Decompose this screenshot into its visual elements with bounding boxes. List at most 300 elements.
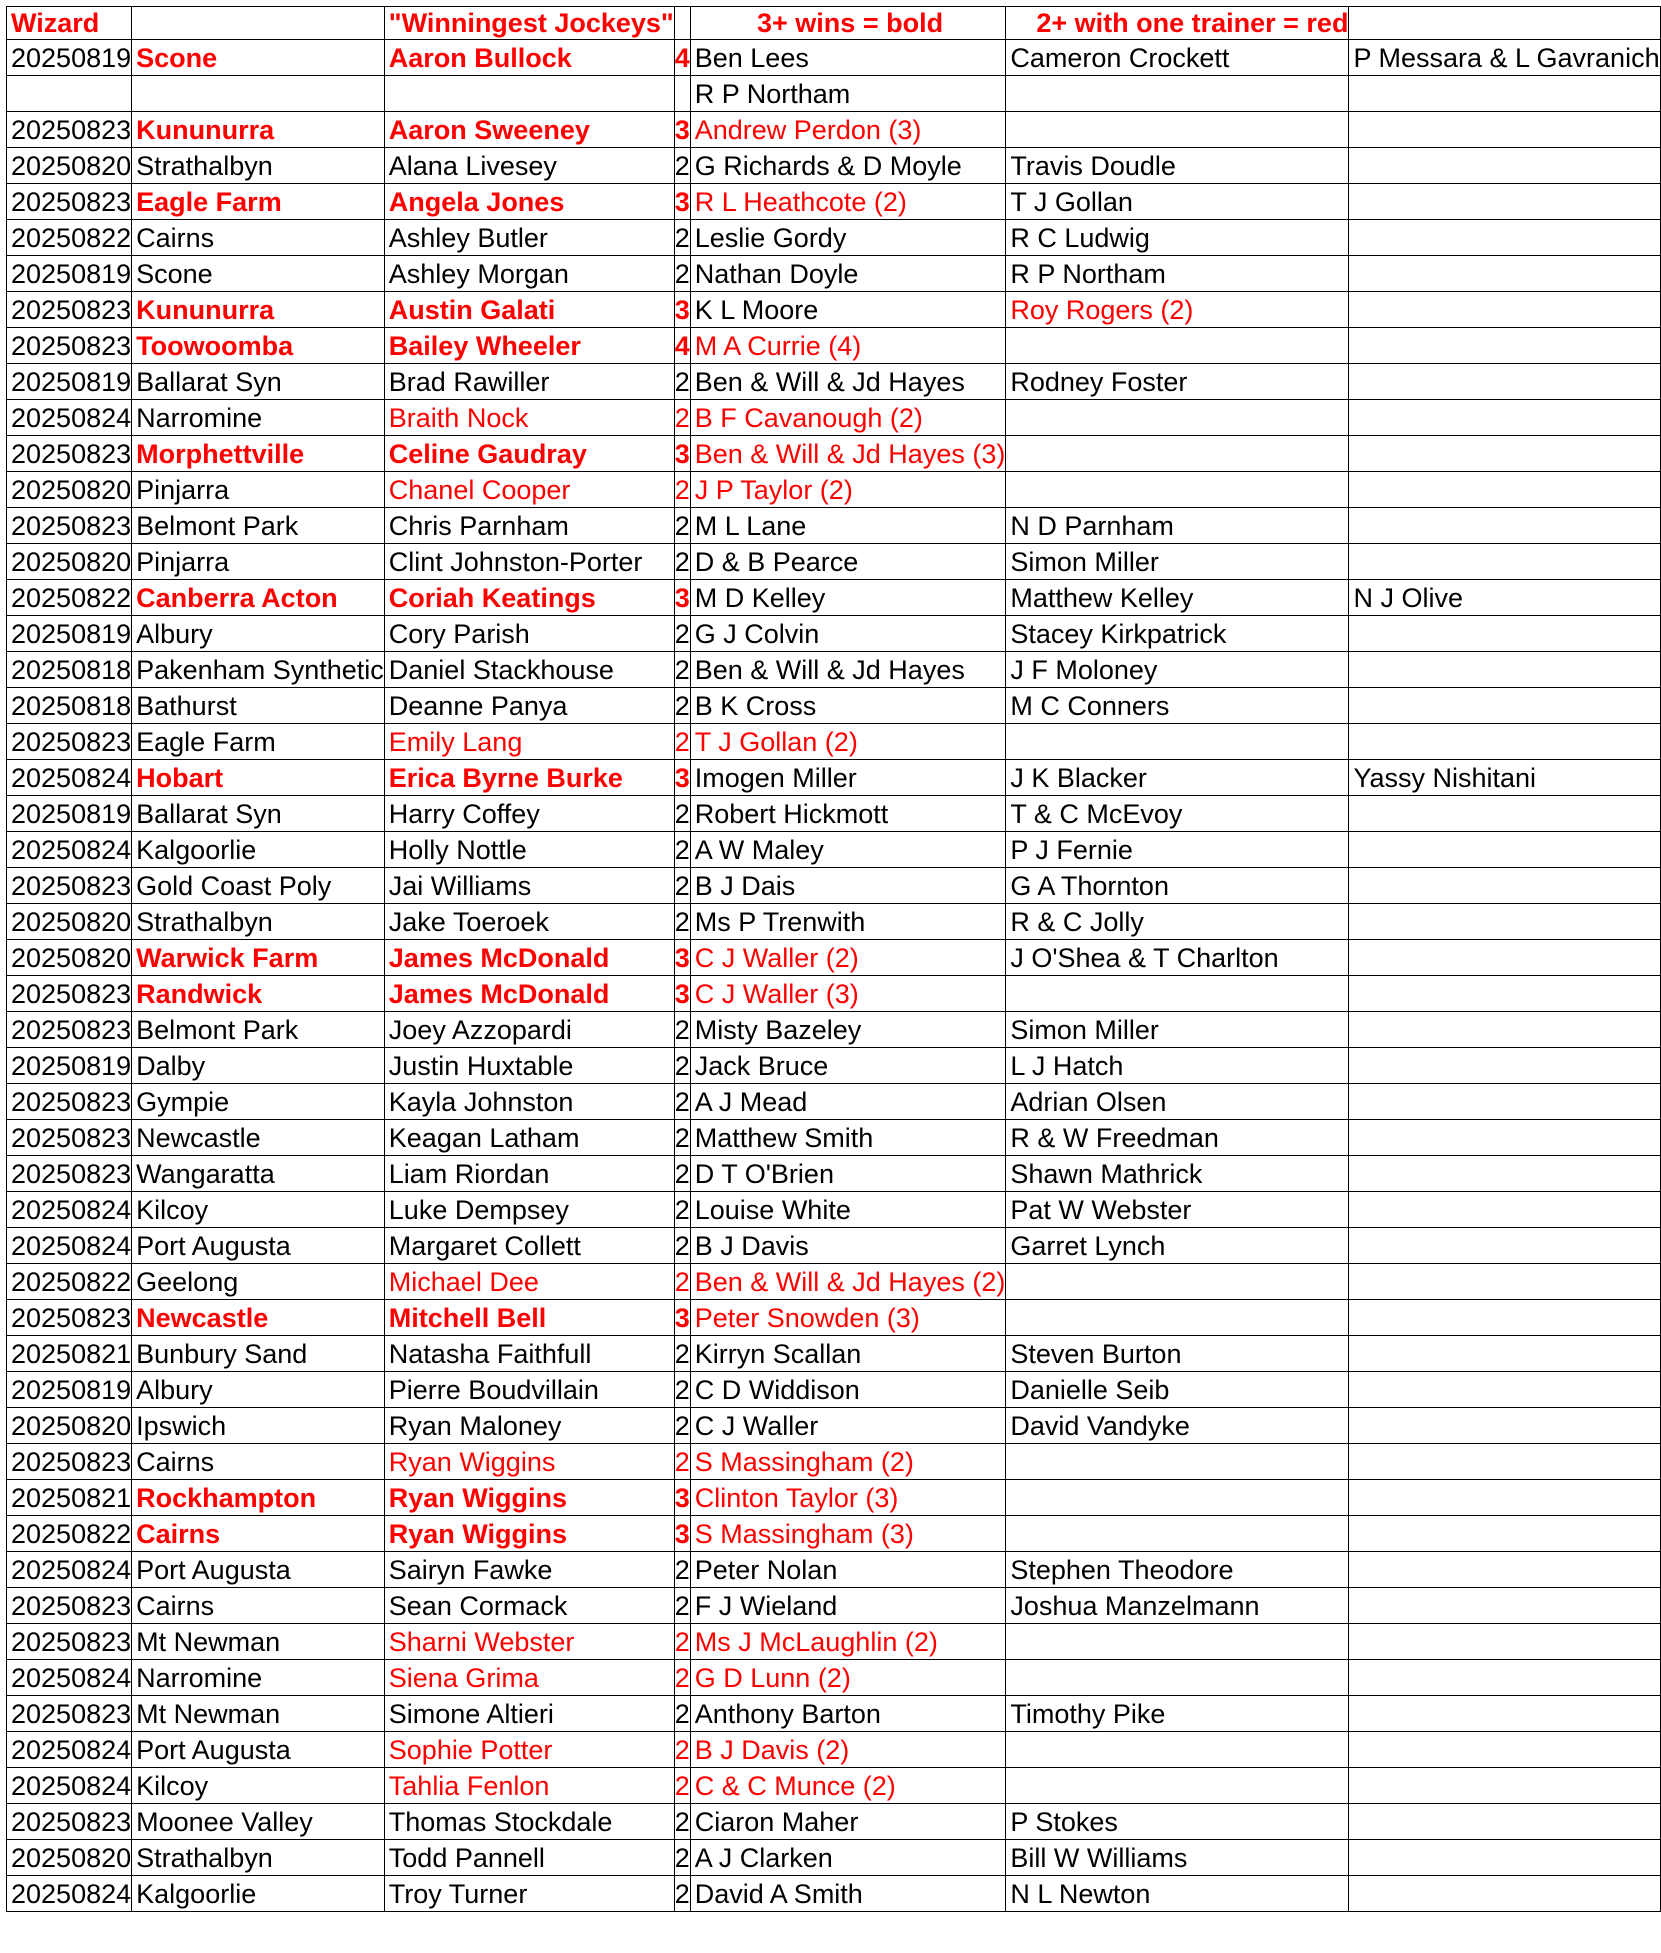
- cell-trainer-1[interactable]: Kirryn Scallan: [690, 1336, 1006, 1372]
- cell-track[interactable]: Strathalbyn: [132, 148, 385, 184]
- cell-date[interactable]: 20250824: [7, 400, 132, 436]
- cell-jockey[interactable]: Michael Dee: [384, 1264, 674, 1300]
- cell-wins[interactable]: 3: [674, 1516, 690, 1552]
- cell-jockey[interactable]: Cory Parish: [384, 616, 674, 652]
- cell-date[interactable]: 20250822: [7, 220, 132, 256]
- cell-trainer-2[interactable]: [1006, 976, 1349, 1012]
- cell-trainer-2[interactable]: Pat W Webster: [1006, 1192, 1349, 1228]
- cell-trainer-3[interactable]: [1349, 400, 1660, 436]
- cell-jockey[interactable]: Joey Azzopardi: [384, 1012, 674, 1048]
- cell-trainer-3[interactable]: N J Olive: [1349, 580, 1660, 616]
- cell-trainer-1[interactable]: Matthew Smith: [690, 1120, 1006, 1156]
- cell-track[interactable]: Wangaratta: [132, 1156, 385, 1192]
- cell-wins[interactable]: 3: [674, 184, 690, 220]
- cell-wins[interactable]: 2: [674, 1156, 690, 1192]
- cell-wins[interactable]: 4: [674, 40, 690, 76]
- cell-trainer-1[interactable]: A J Mead: [690, 1084, 1006, 1120]
- cell-date[interactable]: 20250819: [7, 364, 132, 400]
- cell-date[interactable]: 20250823: [7, 1696, 132, 1732]
- cell-trainer-1[interactable]: C J Waller: [690, 1408, 1006, 1444]
- cell-trainer-2[interactable]: N L Newton: [1006, 1876, 1349, 1912]
- cell-trainer-3[interactable]: [1349, 1228, 1660, 1264]
- cell-jockey[interactable]: Chris Parnham: [384, 508, 674, 544]
- cell-trainer-1[interactable]: B K Cross: [690, 688, 1006, 724]
- cell-trainer-1[interactable]: Anthony Barton: [690, 1696, 1006, 1732]
- cell-track[interactable]: Ballarat Syn: [132, 364, 385, 400]
- cell-jockey[interactable]: Chanel Cooper: [384, 472, 674, 508]
- cell-trainer-3[interactable]: [1349, 1804, 1660, 1840]
- cell-jockey[interactable]: Jai Williams: [384, 868, 674, 904]
- cell-track[interactable]: Warwick Farm: [132, 940, 385, 976]
- cell-trainer-2[interactable]: Roy Rogers (2): [1006, 292, 1349, 328]
- cell-trainer-2[interactable]: David Vandyke: [1006, 1408, 1349, 1444]
- cell-date[interactable]: 20250822: [7, 1516, 132, 1552]
- header-extra[interactable]: [1349, 7, 1660, 40]
- cell-trainer-2[interactable]: J K Blacker: [1006, 760, 1349, 796]
- cell-trainer-3[interactable]: [1349, 1732, 1660, 1768]
- cell-date[interactable]: 20250823: [7, 328, 132, 364]
- cell-wins[interactable]: 2: [674, 1624, 690, 1660]
- cell-date[interactable]: 20250818: [7, 688, 132, 724]
- cell-jockey[interactable]: Kayla Johnston: [384, 1084, 674, 1120]
- cell-wins[interactable]: 2: [674, 1120, 690, 1156]
- cell-track[interactable]: Port Augusta: [132, 1732, 385, 1768]
- cell-trainer-3[interactable]: [1349, 328, 1660, 364]
- cell-trainer-2[interactable]: Simon Miller: [1006, 544, 1349, 580]
- cell-wins[interactable]: 2: [674, 1732, 690, 1768]
- cell-wins[interactable]: 2: [674, 1192, 690, 1228]
- cell-wins[interactable]: 2: [674, 1264, 690, 1300]
- cell-trainer-1[interactable]: Louise White: [690, 1192, 1006, 1228]
- cell-track[interactable]: Ipswich: [132, 1408, 385, 1444]
- cell-trainer-1[interactable]: Ciaron Maher: [690, 1804, 1006, 1840]
- cell-trainer-3[interactable]: [1349, 1120, 1660, 1156]
- cell-date[interactable]: 20250824: [7, 1732, 132, 1768]
- cell-trainer-2[interactable]: Stacey Kirkpatrick: [1006, 616, 1349, 652]
- cell-jockey[interactable]: Ryan Wiggins: [384, 1516, 674, 1552]
- cell-trainer-1[interactable]: Peter Snowden (3): [690, 1300, 1006, 1336]
- cell-track[interactable]: Kilcoy: [132, 1768, 385, 1804]
- cell-wins[interactable]: 2: [674, 1696, 690, 1732]
- cell-jockey[interactable]: James McDonald: [384, 976, 674, 1012]
- cell-trainer-1[interactable]: B F Cavanough (2): [690, 400, 1006, 436]
- cell-trainer-3[interactable]: [1349, 1408, 1660, 1444]
- cell-trainer-1[interactable]: Misty Bazeley: [690, 1012, 1006, 1048]
- cell-date[interactable]: 20250820: [7, 940, 132, 976]
- cell-track[interactable]: Pinjarra: [132, 544, 385, 580]
- cell-trainer-3[interactable]: [1349, 1372, 1660, 1408]
- cell-trainer-2[interactable]: G A Thornton: [1006, 868, 1349, 904]
- cell-trainer-3[interactable]: [1349, 1156, 1660, 1192]
- cell-trainer-2[interactable]: [1006, 112, 1349, 148]
- cell-track[interactable]: Ballarat Syn: [132, 796, 385, 832]
- cell-trainer-2[interactable]: [1006, 1732, 1349, 1768]
- cell-track[interactable]: Cairns: [132, 1588, 385, 1624]
- cell-trainer-2[interactable]: Joshua Manzelmann: [1006, 1588, 1349, 1624]
- cell-wins[interactable]: 2: [674, 1840, 690, 1876]
- cell-wins[interactable]: 2: [674, 1588, 690, 1624]
- cell-date[interactable]: 20250820: [7, 544, 132, 580]
- cell-jockey[interactable]: Harry Coffey: [384, 796, 674, 832]
- cell-date[interactable]: [7, 76, 132, 112]
- cell-trainer-3[interactable]: [1349, 616, 1660, 652]
- cell-date[interactable]: 20250821: [7, 1480, 132, 1516]
- cell-trainer-3[interactable]: [1349, 1300, 1660, 1336]
- cell-track[interactable]: Pinjarra: [132, 472, 385, 508]
- cell-date[interactable]: 20250824: [7, 832, 132, 868]
- cell-trainer-1[interactable]: D T O'Brien: [690, 1156, 1006, 1192]
- cell-trainer-3[interactable]: [1349, 292, 1660, 328]
- cell-date[interactable]: 20250824: [7, 760, 132, 796]
- header-wins[interactable]: [674, 7, 690, 40]
- cell-date[interactable]: 20250824: [7, 1876, 132, 1912]
- cell-wins[interactable]: 2: [674, 1012, 690, 1048]
- cell-track[interactable]: Bathurst: [132, 688, 385, 724]
- cell-date[interactable]: 20250823: [7, 868, 132, 904]
- cell-wins[interactable]: 2: [674, 1048, 690, 1084]
- cell-trainer-2[interactable]: [1006, 436, 1349, 472]
- cell-trainer-3[interactable]: [1349, 1012, 1660, 1048]
- cell-wins[interactable]: 3: [674, 436, 690, 472]
- cell-jockey[interactable]: Todd Pannell: [384, 1840, 674, 1876]
- cell-wins[interactable]: 3: [674, 1300, 690, 1336]
- cell-track[interactable]: Gympie: [132, 1084, 385, 1120]
- cell-wins[interactable]: 2: [674, 1768, 690, 1804]
- cell-wins[interactable]: 4: [674, 328, 690, 364]
- cell-trainer-3[interactable]: [1349, 544, 1660, 580]
- cell-track[interactable]: Scone: [132, 40, 385, 76]
- cell-trainer-2[interactable]: T & C McEvoy: [1006, 796, 1349, 832]
- cell-trainer-2[interactable]: [1006, 400, 1349, 436]
- cell-trainer-1[interactable]: B J Davis: [690, 1228, 1006, 1264]
- cell-trainer-3[interactable]: [1349, 1480, 1660, 1516]
- cell-track[interactable]: Kalgoorlie: [132, 832, 385, 868]
- cell-trainer-1[interactable]: C J Waller (2): [690, 940, 1006, 976]
- cell-date[interactable]: 20250823: [7, 436, 132, 472]
- cell-trainer-1[interactable]: G D Lunn (2): [690, 1660, 1006, 1696]
- cell-trainer-3[interactable]: [1349, 184, 1660, 220]
- cell-jockey[interactable]: Holly Nottle: [384, 832, 674, 868]
- cell-date[interactable]: 20250822: [7, 580, 132, 616]
- cell-trainer-1[interactable]: G J Colvin: [690, 616, 1006, 652]
- cell-date[interactable]: 20250820: [7, 1408, 132, 1444]
- cell-trainer-1[interactable]: Peter Nolan: [690, 1552, 1006, 1588]
- cell-trainer-3[interactable]: [1349, 76, 1660, 112]
- cell-track[interactable]: Eagle Farm: [132, 184, 385, 220]
- cell-date[interactable]: 20250823: [7, 1624, 132, 1660]
- cell-trainer-1[interactable]: Ben Lees: [690, 40, 1006, 76]
- cell-trainer-2[interactable]: R C Ludwig: [1006, 220, 1349, 256]
- cell-trainer-2[interactable]: Travis Doudle: [1006, 148, 1349, 184]
- cell-trainer-3[interactable]: [1349, 1336, 1660, 1372]
- cell-track[interactable]: Kilcoy: [132, 1192, 385, 1228]
- cell-wins[interactable]: 2: [674, 832, 690, 868]
- cell-track[interactable]: Albury: [132, 1372, 385, 1408]
- cell-jockey[interactable]: Angela Jones: [384, 184, 674, 220]
- cell-trainer-1[interactable]: T J Gollan (2): [690, 724, 1006, 760]
- cell-trainer-2[interactable]: P J Fernie: [1006, 832, 1349, 868]
- cell-trainer-1[interactable]: David A Smith: [690, 1876, 1006, 1912]
- cell-date[interactable]: 20250819: [7, 1372, 132, 1408]
- cell-wins[interactable]: 2: [674, 472, 690, 508]
- cell-wins[interactable]: 2: [674, 616, 690, 652]
- cell-trainer-1[interactable]: D & B Pearce: [690, 544, 1006, 580]
- cell-track[interactable]: Cairns: [132, 220, 385, 256]
- cell-wins[interactable]: 2: [674, 1372, 690, 1408]
- cell-track[interactable]: Narromine: [132, 1660, 385, 1696]
- cell-trainer-1[interactable]: G Richards & D Moyle: [690, 148, 1006, 184]
- cell-wins[interactable]: 3: [674, 1480, 690, 1516]
- cell-jockey[interactable]: Sophie Potter: [384, 1732, 674, 1768]
- cell-track[interactable]: Hobart: [132, 760, 385, 796]
- cell-trainer-3[interactable]: [1349, 1084, 1660, 1120]
- cell-track[interactable]: Port Augusta: [132, 1228, 385, 1264]
- cell-trainer-2[interactable]: J O'Shea & T Charlton: [1006, 940, 1349, 976]
- cell-trainer-2[interactable]: [1006, 1516, 1349, 1552]
- cell-trainer-1[interactable]: Clinton Taylor (3): [690, 1480, 1006, 1516]
- cell-trainer-3[interactable]: [1349, 724, 1660, 760]
- cell-trainer-3[interactable]: [1349, 976, 1660, 1012]
- cell-trainer-1[interactable]: Nathan Doyle: [690, 256, 1006, 292]
- cell-jockey[interactable]: Margaret Collett: [384, 1228, 674, 1264]
- cell-date[interactable]: 20250824: [7, 1192, 132, 1228]
- cell-date[interactable]: 20250823: [7, 1444, 132, 1480]
- cell-jockey[interactable]: Celine Gaudray: [384, 436, 674, 472]
- cell-jockey[interactable]: Deanne Panya: [384, 688, 674, 724]
- cell-trainer-2[interactable]: Danielle Seib: [1006, 1372, 1349, 1408]
- cell-trainer-3[interactable]: [1349, 1588, 1660, 1624]
- cell-jockey[interactable]: [384, 76, 674, 112]
- cell-date[interactable]: 20250823: [7, 1012, 132, 1048]
- cell-track[interactable]: Kununurra: [132, 112, 385, 148]
- cell-track[interactable]: Narromine: [132, 400, 385, 436]
- cell-jockey[interactable]: Natasha Faithfull: [384, 1336, 674, 1372]
- cell-jockey[interactable]: Aaron Sweeney: [384, 112, 674, 148]
- cell-wins[interactable]: 2: [674, 1804, 690, 1840]
- cell-trainer-3[interactable]: [1349, 1192, 1660, 1228]
- cell-wins[interactable]: 3: [674, 976, 690, 1012]
- cell-trainer-3[interactable]: [1349, 148, 1660, 184]
- cell-date[interactable]: 20250824: [7, 1768, 132, 1804]
- cell-trainer-3[interactable]: [1349, 940, 1660, 976]
- cell-track[interactable]: Rockhampton: [132, 1480, 385, 1516]
- cell-trainer-3[interactable]: [1349, 1516, 1660, 1552]
- cell-date[interactable]: 20250823: [7, 1156, 132, 1192]
- cell-wins[interactable]: 3: [674, 112, 690, 148]
- cell-date[interactable]: 20250823: [7, 184, 132, 220]
- cell-trainer-2[interactable]: R & W Freedman: [1006, 1120, 1349, 1156]
- cell-trainer-1[interactable]: Ms P Trenwith: [690, 904, 1006, 940]
- cell-date[interactable]: 20250822: [7, 1264, 132, 1300]
- cell-date[interactable]: 20250819: [7, 40, 132, 76]
- cell-jockey[interactable]: Emily Lang: [384, 724, 674, 760]
- cell-wins[interactable]: 2: [674, 220, 690, 256]
- cell-jockey[interactable]: Ryan Wiggins: [384, 1480, 674, 1516]
- cell-track[interactable]: Bunbury Sand: [132, 1336, 385, 1372]
- cell-date[interactable]: 20250823: [7, 724, 132, 760]
- cell-trainer-2[interactable]: Bill W Williams: [1006, 1840, 1349, 1876]
- cell-trainer-2[interactable]: Shawn Mathrick: [1006, 1156, 1349, 1192]
- cell-trainer-3[interactable]: [1349, 1768, 1660, 1804]
- cell-wins[interactable]: 2: [674, 904, 690, 940]
- header-wizard[interactable]: Wizard: [7, 7, 132, 40]
- cell-jockey[interactable]: Clint Johnston-Porter: [384, 544, 674, 580]
- cell-wins[interactable]: 2: [674, 1336, 690, 1372]
- cell-wins[interactable]: 2: [674, 1444, 690, 1480]
- cell-trainer-1[interactable]: M D Kelley: [690, 580, 1006, 616]
- cell-trainer-1[interactable]: Ben & Will & Jd Hayes (3): [690, 436, 1006, 472]
- cell-trainer-2[interactable]: Rodney Foster: [1006, 364, 1349, 400]
- cell-trainer-2[interactable]: Garret Lynch: [1006, 1228, 1349, 1264]
- cell-trainer-2[interactable]: L J Hatch: [1006, 1048, 1349, 1084]
- cell-wins[interactable]: 2: [674, 1876, 690, 1912]
- cell-track[interactable]: Albury: [132, 616, 385, 652]
- cell-trainer-1[interactable]: B J Davis (2): [690, 1732, 1006, 1768]
- cell-date[interactable]: 20250823: [7, 292, 132, 328]
- cell-date[interactable]: 20250820: [7, 148, 132, 184]
- cell-wins[interactable]: 3: [674, 760, 690, 796]
- cell-date[interactable]: 20250818: [7, 652, 132, 688]
- cell-track[interactable]: Morphettville: [132, 436, 385, 472]
- cell-wins[interactable]: [674, 76, 690, 112]
- cell-track[interactable]: Mt Newman: [132, 1624, 385, 1660]
- cell-wins[interactable]: 2: [674, 1552, 690, 1588]
- cell-trainer-2[interactable]: Simon Miller: [1006, 1012, 1349, 1048]
- cell-wins[interactable]: 2: [674, 544, 690, 580]
- cell-track[interactable]: Kalgoorlie: [132, 1876, 385, 1912]
- cell-trainer-1[interactable]: S Massingham (3): [690, 1516, 1006, 1552]
- cell-trainer-1[interactable]: F J Wieland: [690, 1588, 1006, 1624]
- cell-date[interactable]: 20250820: [7, 1840, 132, 1876]
- cell-track[interactable]: Scone: [132, 256, 385, 292]
- cell-date[interactable]: 20250820: [7, 904, 132, 940]
- cell-trainer-2[interactable]: [1006, 328, 1349, 364]
- cell-trainer-3[interactable]: [1349, 220, 1660, 256]
- cell-wins[interactable]: 3: [674, 580, 690, 616]
- cell-trainer-2[interactable]: M C Conners: [1006, 688, 1349, 724]
- header-title[interactable]: "Winningest Jockeys": [384, 7, 674, 40]
- cell-jockey[interactable]: Sharni Webster: [384, 1624, 674, 1660]
- cell-trainer-2[interactable]: [1006, 1660, 1349, 1696]
- cell-track[interactable]: Eagle Farm: [132, 724, 385, 760]
- cell-trainer-3[interactable]: [1349, 1552, 1660, 1588]
- cell-trainer-1[interactable]: Ms J McLaughlin (2): [690, 1624, 1006, 1660]
- cell-trainer-1[interactable]: Ben & Will & Jd Hayes: [690, 364, 1006, 400]
- cell-jockey[interactable]: Justin Huxtable: [384, 1048, 674, 1084]
- cell-jockey[interactable]: Sairyn Fawke: [384, 1552, 674, 1588]
- cell-wins[interactable]: 3: [674, 940, 690, 976]
- cell-trainer-2[interactable]: [1006, 724, 1349, 760]
- cell-trainer-2[interactable]: [1006, 1300, 1349, 1336]
- cell-date[interactable]: 20250823: [7, 1300, 132, 1336]
- cell-trainer-2[interactable]: R P Northam: [1006, 256, 1349, 292]
- cell-date[interactable]: 20250824: [7, 1552, 132, 1588]
- cell-jockey[interactable]: Luke Dempsey: [384, 1192, 674, 1228]
- header-bold-note[interactable]: 3+ wins = bold: [690, 7, 1006, 40]
- cell-jockey[interactable]: Braith Nock: [384, 400, 674, 436]
- cell-trainer-1[interactable]: J P Taylor (2): [690, 472, 1006, 508]
- cell-track[interactable]: Pakenham Synthetic: [132, 652, 385, 688]
- cell-trainer-2[interactable]: [1006, 1480, 1349, 1516]
- cell-wins[interactable]: 2: [674, 1408, 690, 1444]
- cell-date[interactable]: 20250819: [7, 1048, 132, 1084]
- cell-wins[interactable]: 2: [674, 1228, 690, 1264]
- cell-wins[interactable]: 2: [674, 724, 690, 760]
- cell-trainer-1[interactable]: A J Clarken: [690, 1840, 1006, 1876]
- cell-track[interactable]: Moonee Valley: [132, 1804, 385, 1840]
- cell-trainer-3[interactable]: P Messara & L Gavranich: [1349, 40, 1660, 76]
- cell-trainer-3[interactable]: [1349, 868, 1660, 904]
- header-track[interactable]: [132, 7, 385, 40]
- cell-jockey[interactable]: Simone Altieri: [384, 1696, 674, 1732]
- cell-trainer-1[interactable]: C & C Munce (2): [690, 1768, 1006, 1804]
- cell-trainer-2[interactable]: J F Moloney: [1006, 652, 1349, 688]
- cell-trainer-1[interactable]: M L Lane: [690, 508, 1006, 544]
- cell-jockey[interactable]: Keagan Latham: [384, 1120, 674, 1156]
- cell-jockey[interactable]: Coriah Keatings: [384, 580, 674, 616]
- cell-trainer-2[interactable]: T J Gollan: [1006, 184, 1349, 220]
- cell-trainer-1[interactable]: R L Heathcote (2): [690, 184, 1006, 220]
- cell-trainer-3[interactable]: [1349, 1444, 1660, 1480]
- cell-trainer-1[interactable]: M A Currie (4): [690, 328, 1006, 364]
- cell-jockey[interactable]: Sean Cormack: [384, 1588, 674, 1624]
- cell-trainer-1[interactable]: Ben & Will & Jd Hayes (2): [690, 1264, 1006, 1300]
- cell-track[interactable]: Belmont Park: [132, 1012, 385, 1048]
- cell-jockey[interactable]: Troy Turner: [384, 1876, 674, 1912]
- cell-date[interactable]: 20250824: [7, 1228, 132, 1264]
- cell-jockey[interactable]: Pierre Boudvillain: [384, 1372, 674, 1408]
- cell-jockey[interactable]: Liam Riordan: [384, 1156, 674, 1192]
- cell-track[interactable]: Belmont Park: [132, 508, 385, 544]
- cell-jockey[interactable]: James McDonald: [384, 940, 674, 976]
- cell-trainer-1[interactable]: C D Widdison: [690, 1372, 1006, 1408]
- cell-trainer-2[interactable]: Cameron Crockett: [1006, 40, 1349, 76]
- cell-trainer-3[interactable]: [1349, 364, 1660, 400]
- cell-wins[interactable]: 2: [674, 1084, 690, 1120]
- cell-date[interactable]: 20250823: [7, 1588, 132, 1624]
- cell-track[interactable]: Newcastle: [132, 1120, 385, 1156]
- cell-jockey[interactable]: Ashley Butler: [384, 220, 674, 256]
- cell-track[interactable]: Gold Coast Poly: [132, 868, 385, 904]
- cell-trainer-1[interactable]: R P Northam: [690, 76, 1006, 112]
- cell-wins[interactable]: 2: [674, 400, 690, 436]
- cell-trainer-3[interactable]: [1349, 1840, 1660, 1876]
- cell-wins[interactable]: 2: [674, 1660, 690, 1696]
- cell-trainer-2[interactable]: [1006, 1624, 1349, 1660]
- cell-trainer-1[interactable]: Imogen Miller: [690, 760, 1006, 796]
- cell-jockey[interactable]: Brad Rawiller: [384, 364, 674, 400]
- cell-wins[interactable]: 2: [674, 256, 690, 292]
- cell-trainer-1[interactable]: A W Maley: [690, 832, 1006, 868]
- cell-track[interactable]: Geelong: [132, 1264, 385, 1300]
- cell-wins[interactable]: 2: [674, 868, 690, 904]
- cell-track[interactable]: Mt Newman: [132, 1696, 385, 1732]
- cell-trainer-3[interactable]: [1349, 796, 1660, 832]
- header-red-note[interactable]: 2+ with one trainer = red: [1006, 7, 1349, 40]
- cell-trainer-3[interactable]: [1349, 1696, 1660, 1732]
- cell-trainer-1[interactable]: Ben & Will & Jd Hayes: [690, 652, 1006, 688]
- cell-wins[interactable]: 2: [674, 148, 690, 184]
- cell-trainer-1[interactable]: Andrew Perdon (3): [690, 112, 1006, 148]
- cell-date[interactable]: 20250823: [7, 1084, 132, 1120]
- cell-wins[interactable]: 2: [674, 508, 690, 544]
- cell-trainer-3[interactable]: [1349, 436, 1660, 472]
- cell-trainer-1[interactable]: B J Dais: [690, 868, 1006, 904]
- cell-jockey[interactable]: Bailey Wheeler: [384, 328, 674, 364]
- cell-jockey[interactable]: Ryan Wiggins: [384, 1444, 674, 1480]
- cell-trainer-3[interactable]: [1349, 112, 1660, 148]
- cell-trainer-1[interactable]: C J Waller (3): [690, 976, 1006, 1012]
